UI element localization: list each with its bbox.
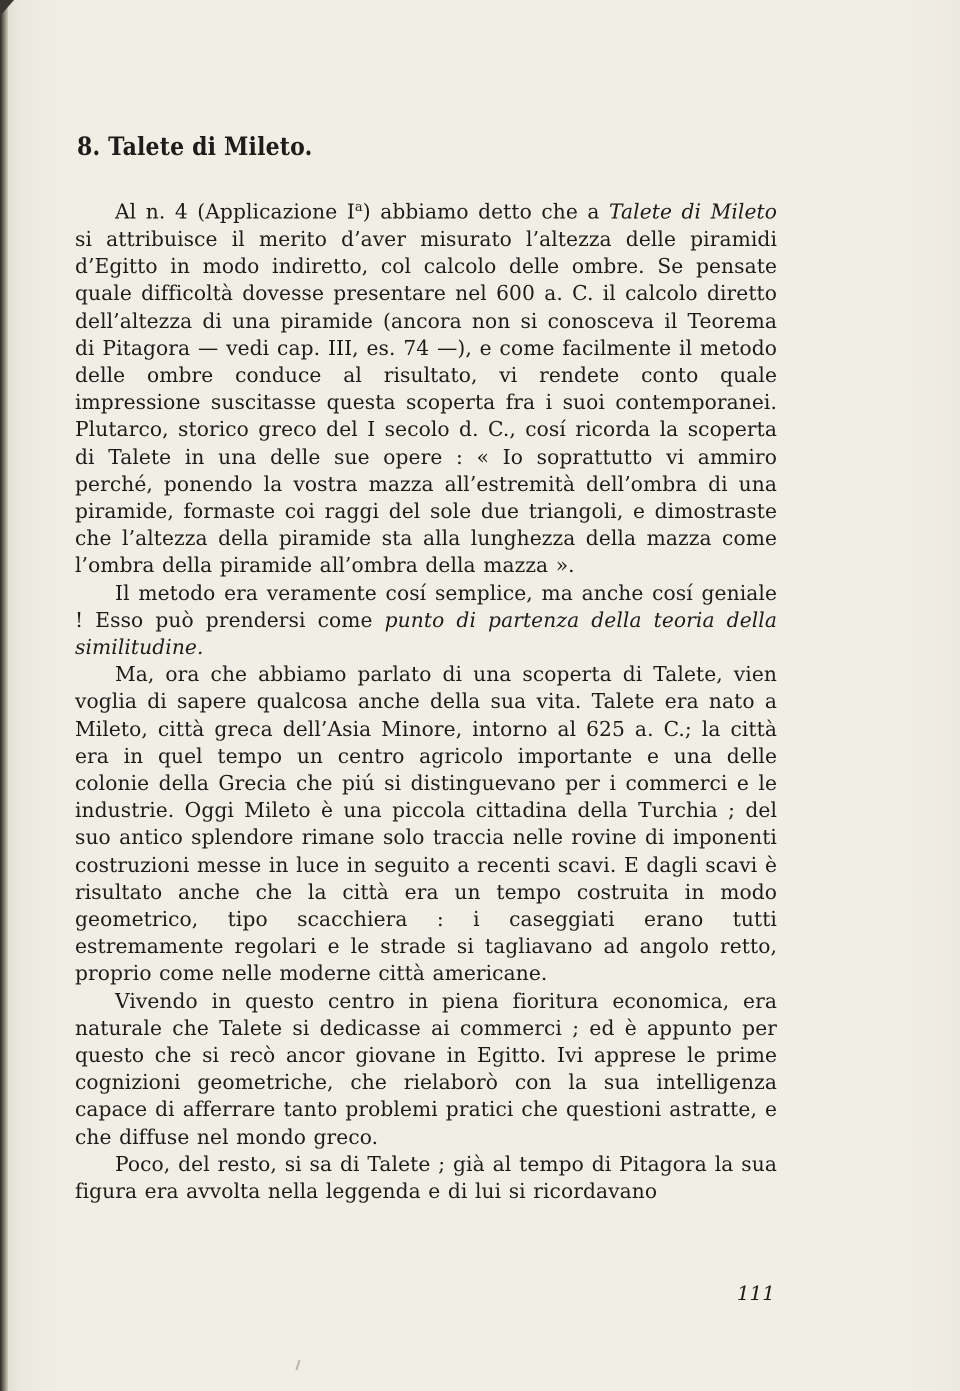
paragraph-2 <box>75 580 777 662</box>
paper-speck <box>296 1360 301 1370</box>
text-run: Il metodo era veramente cosí semplice, ma anche cosí geniale ! Esso può prendersi come <box>75 580 777 632</box>
italic-text: punto di partenza della teoria della similitudine. <box>75 607 777 659</box>
paragraph-3 <box>75 661 777 987</box>
page-body <box>75 130 777 1205</box>
text-run: Vivendo in questo centro in piena fioritura economica, era naturale che Talete si dedicasse ai commerci ; ed è appunto per questo che si recò ancor giovane in Egitto. Ivi apprese le prime cognizioni geometriche, che rielaborò con la sua intelligenza capace di afferrare tanto problemi pratici che questioni astratte, e che diffuse nel mondo greco. <box>75 988 777 1149</box>
text-run: Poco, del resto, si sa di Talete ; già al tempo di Pitagora la sua figura era avvolta nella leggenda e di lui si ricordavano <box>75 1151 777 1204</box>
page-binding-edge <box>0 0 8 1391</box>
page-number: 111 <box>736 1281 775 1305</box>
text-run: Al n. 4 (Applicazione I <box>115 199 355 224</box>
italic-text: Talete di Mileto <box>609 199 777 224</box>
paragraph-5 <box>75 1151 777 1205</box>
paragraph-4 <box>75 988 777 1151</box>
superscript-text: a <box>354 200 363 215</box>
paragraph-1 <box>75 194 777 580</box>
section-heading: 8. Talete di Mileto. <box>77 132 313 161</box>
page-corner-mark <box>0 0 14 16</box>
text-run: ) abbiamo detto che a <box>362 199 610 224</box>
text-run: si attribuisce il merito d’aver misurato l’altezza delle piramidi d’Egitto in modo indiretto, col calcolo delle ombre. Se pensate quale difficoltà dovesse presentare nel 600 a. C. il calcolo diretto dell’altezza di una piramide (ancora non si conosceva il Teorema di Pitagora — vedi cap. III, es. 74 —), e come facilmente il metodo delle ombre conduce al risultato, vi rendete conto quale impressione suscitasse questa scoperta fra i suoi contemporanei. Plutarco, storico greco del I secolo d. C., cosí ricorda la scoperta di Talete in una delle sue opere : « Io soprattutto vi ammiro perché, ponendo la vostra mazza all’estremità dell’ombra di una piramide, formaste coi raggi del sole due triangoli, e dimostraste che l’altezza della piramide sta alla lunghezza della mazza come l’ombra della piramide all’ombra della mazza ». <box>75 226 777 578</box>
text-run: Ma, ora che abbiamo parlato di una scoperta di Talete, vien voglia di sapere qualcosa anche della sua vita. Talete era nato a Mileto, città greca dell’Asia Minore, intorno al 625 a. C.; la città era in quel tempo un centro agricolo importante e una delle colonie della Grecia che piú si distinguevano per i commerci e le industrie. Oggi Mileto è una piccola cittadina della Turchia ; del suo antico splendore rimane solo traccia nelle rovine di imponenti costruzioni messe in luce in seguito a recenti scavi. E dagli scavi è risultato anche che la città era un tempo costruita in modo geometrico, tipo scacchiera : i caseggiati erano tutti estremamente regolari e le strade si tagliavano ad angolo retto, proprio come nelle moderne città americane. <box>75 662 777 986</box>
